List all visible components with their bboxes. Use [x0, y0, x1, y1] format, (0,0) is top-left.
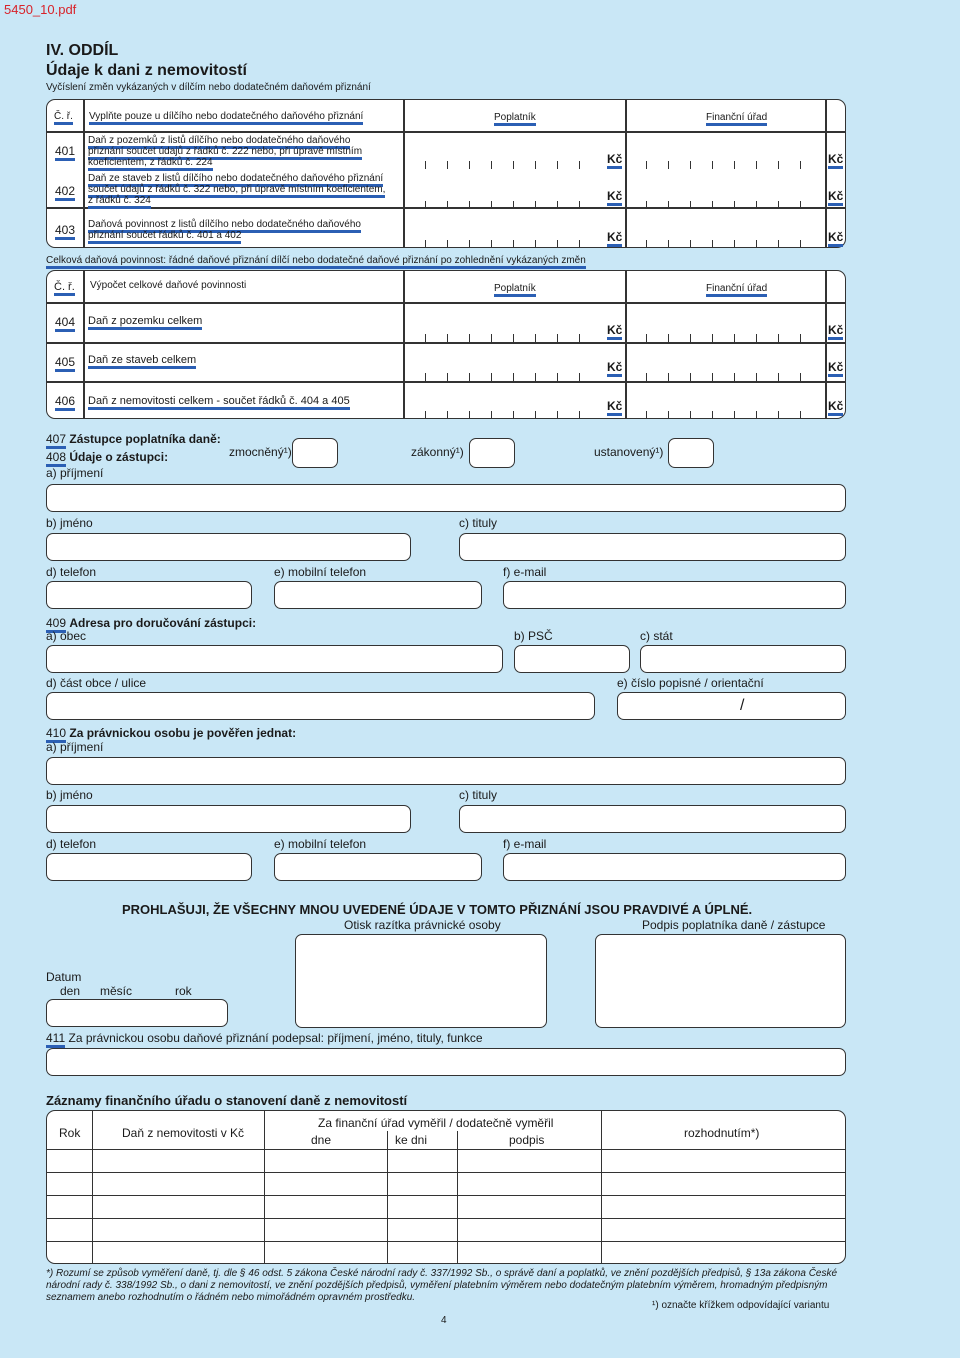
row-411-number: 411 [46, 1031, 65, 1048]
addr-zip-label: b) PSČ [514, 629, 553, 643]
legal-titles-field[interactable] [459, 805, 846, 833]
addr-country-field[interactable] [640, 645, 846, 673]
row-405-kc-office: Kč [828, 360, 843, 377]
addr-houseno-slash: / [740, 697, 745, 714]
row-403-text: Daňová povinnost z listů dílčího nebo dodatečného daňového přiznání součet řádků č. 401 a 402 [88, 219, 361, 244]
row-404-kc-taxpayer: Kč [607, 323, 622, 340]
rep-surname-label: a) příjmení [46, 466, 104, 480]
date-day-label: den [60, 984, 81, 998]
t1-col-office: Finanční úřad [706, 112, 767, 126]
t2-col-office: Finanční úřad [706, 283, 767, 297]
addr-houseno-field[interactable] [617, 692, 846, 720]
section-title: IV. ODDÍL [46, 42, 119, 59]
row-410-label: Za právnickou osobu je pověřen jednat: [69, 726, 297, 740]
option-authorized-label: zmocněný¹) [229, 445, 292, 459]
row-406-kc-office: Kč [828, 399, 843, 416]
stamp-field[interactable] [295, 934, 547, 1028]
legal-titles-label: c) tituly [459, 788, 498, 802]
declaration-text: PROHLAŠUJI, ŽE VŠECHNY MNOU UVEDENÉ ÚDAJE V TOMTO PŘIZNÁNÍ JSOU PRAVDIVÉ A ÚPLNÉ. [122, 902, 753, 917]
t2-col-taxpayer: Poplatník [494, 283, 536, 297]
row-402-number: 402 [55, 184, 75, 201]
date-month-label: měsíc [100, 984, 133, 998]
row-405-number: 405 [55, 355, 75, 372]
t2-col-no: Č. ř. [54, 281, 75, 296]
row-404-number: 404 [55, 315, 75, 332]
row-408-label: Údaje o zástupci: [69, 450, 169, 464]
row-404-taxpayer-field[interactable] [405, 332, 585, 342]
row-408-number: 408 [46, 450, 66, 467]
option-authorized-checkbox[interactable] [292, 438, 338, 468]
addr-country-label: c) stát [640, 629, 673, 643]
rep-phone-label: d) telefon [46, 565, 97, 579]
addr-zip-field[interactable] [514, 645, 630, 673]
rep-phone-field[interactable] [46, 581, 252, 609]
addr-houseno-label: e) číslo popisné / orientační [617, 676, 764, 690]
records-col-day: ke dni [395, 1133, 428, 1147]
rep-mobile-label: e) mobilní telefon [274, 565, 367, 579]
row-406-office-field[interactable] [626, 409, 816, 419]
records-col-sign: podpis [509, 1133, 545, 1147]
row-407-label: Zástupce poplatníka daně: [69, 432, 221, 446]
row-402-kc-office: Kč [828, 189, 843, 206]
row-403-taxpayer-field[interactable] [405, 238, 585, 248]
row-401-kc-office: Kč [828, 152, 843, 169]
rep-email-field[interactable] [503, 581, 846, 609]
row-402-text: Daň ze staveb z listů dílčího nebo dodatečného daňového přiznání součet údajů z řádků č. 322 nebo, při úpravě místním koeficientem, z řádků č. 324 [88, 173, 385, 209]
date-label: Datum [46, 970, 82, 984]
rep-surname-field[interactable] [46, 484, 846, 512]
file-label: 5450_10.pdf [4, 2, 77, 17]
legal-email-field[interactable] [503, 853, 846, 881]
row-410-number: 410 [46, 726, 66, 743]
records-col-year: Rok [59, 1126, 81, 1140]
legal-name-label: b) jméno [46, 788, 93, 802]
t1-col-desc: Vyplňte pouze u dílčího nebo dodatečného daňového přiznání [89, 111, 363, 125]
date-year-label: rok [175, 984, 192, 998]
records-col-date: dne [311, 1133, 332, 1147]
legal-phone-field[interactable] [46, 853, 252, 881]
option-appointed-label: ustanovený¹) [594, 445, 664, 459]
row-406-kc-taxpayer: Kč [607, 399, 622, 416]
option-appointed-checkbox[interactable] [668, 438, 714, 468]
row-401-text: Daň z pozemků z listů dílčího nebo dodatečného daňového přiznání součet údajů z řádků č. 222 nebo, při úpravě místním koeficientem, z řádků č. 224 [88, 135, 362, 171]
rep-titles-field[interactable] [459, 533, 846, 561]
row-406-taxpayer-field[interactable] [405, 409, 585, 419]
row-407-number: 407 [46, 432, 66, 449]
addr-street-label: d) část obce / ulice [46, 676, 147, 690]
row-401-taxpayer-field[interactable] [405, 159, 585, 169]
row-409-label: Adresa pro doručování zástupci: [69, 616, 257, 630]
row-406-text: Daň z nemovitosti celkem - součet řádků č. 404 a 405 [88, 395, 350, 410]
row-402-office-field[interactable] [626, 199, 816, 209]
signature-label: Podpis poplatníka daně / zástupce [642, 918, 826, 932]
legal-name-field[interactable] [46, 805, 411, 833]
t2-col-desc: Výpočet celkové daňové povinnosti [90, 280, 247, 291]
t1-col-taxpayer: Poplatník [494, 112, 536, 126]
row-405-kc-taxpayer: Kč [607, 360, 622, 377]
addr-city-label: a) obec [46, 629, 87, 643]
total-note: Celková daňová povinnost: řádné daňové přiznání dílčí nebo dodatečné daňové přiznání po zohlednění vykázaných změn [46, 255, 586, 269]
row-404-text: Daň z pozemku celkem [88, 315, 202, 330]
row-402-taxpayer-field[interactable] [405, 199, 585, 209]
rep-mobile-field[interactable] [274, 581, 482, 609]
footnote-method: *) Rozumí se způsob vyměření daně, tj. dle § 46 odst. 5 zákona České národní rady č. 337/1992 Sb., o správě daní a poplatků, ve znění pozdějších předpisů, § 13a zákona České národní rady č. 338/1992 Sb., o dani z nemovitostí, ve znění pozdějších předpisů, vyměření platebním výměrem nebo dodatečným platebním výměrem, hromadným předpisným seznamem anebo rozhodnutím o řádném nebo mimořádném opravném prostředku. [46, 1268, 838, 1303]
row-401-number: 401 [55, 144, 75, 161]
legal-mobile-field[interactable] [274, 853, 482, 881]
row-404-office-field[interactable] [626, 332, 816, 342]
row-404-kc-office: Kč [828, 323, 843, 340]
rep-titles-label: c) tituly [459, 516, 498, 530]
row-401-kc-taxpayer: Kč [607, 152, 622, 169]
records-col-tax: Daň z nemovitosti v Kč [122, 1126, 245, 1140]
row-403-kc-office: Kč [828, 230, 843, 247]
t1-col-no: Č. ř. [54, 111, 73, 125]
row-403-number: 403 [55, 223, 75, 240]
row-411-label: Za právnickou osobu daňové přiznání podepsal: příjmení, jméno, tituly, funkce [68, 1031, 483, 1045]
records-col-decision: rozhodnutím*) [684, 1126, 760, 1140]
legal-email-label: f) e-mail [503, 837, 547, 851]
row-402-kc-taxpayer: Kč [607, 189, 622, 206]
legal-surname-label: a) příjmení [46, 740, 104, 754]
records-title: Záznamy finančního úřadu o stanovení daně z nemovitostí [46, 1093, 408, 1108]
stamp-label: Otisk razítka právnické osoby [344, 918, 501, 932]
option-legal-checkbox[interactable] [469, 438, 515, 468]
footnote-mark: ¹) označte křížkem odpovídající variantu [652, 1300, 830, 1311]
row-403-kc-taxpayer: Kč [607, 230, 622, 247]
addr-city-field[interactable] [46, 645, 503, 673]
page-number: 4 [441, 1315, 447, 1326]
records-col-assessed: Za finanční úřad vyměřil / dodatečně vyměřil [318, 1116, 554, 1130]
section-note: Vyčíslení změn vykázaných v dílčím nebo dodatečném daňovém přiznání [46, 82, 371, 93]
row-403-office-field[interactable] [626, 238, 816, 248]
legal-surname-field[interactable] [46, 757, 846, 785]
rep-name-field[interactable] [46, 533, 411, 561]
row-405-office-field[interactable] [626, 371, 816, 381]
signed-by-field[interactable] [46, 1048, 846, 1076]
rep-name-label: b) jméno [46, 516, 93, 530]
rep-email-label: f) e-mail [503, 565, 547, 579]
row-406-number: 406 [55, 394, 75, 411]
option-legal-label: zákonný¹) [411, 445, 464, 459]
row-401-office-field[interactable] [626, 159, 816, 169]
section-subtitle: Údaje k dani z nemovitostí [46, 62, 247, 79]
addr-street-field[interactable] [46, 692, 595, 720]
row-405-taxpayer-field[interactable] [405, 371, 585, 381]
legal-mobile-label: e) mobilní telefon [274, 837, 367, 851]
legal-phone-label: d) telefon [46, 837, 97, 851]
row-405-text: Daň ze staveb celkem [88, 354, 196, 369]
signature-field[interactable] [595, 934, 846, 1028]
row-409-number: 409 [46, 616, 66, 633]
date-field[interactable] [46, 999, 228, 1027]
